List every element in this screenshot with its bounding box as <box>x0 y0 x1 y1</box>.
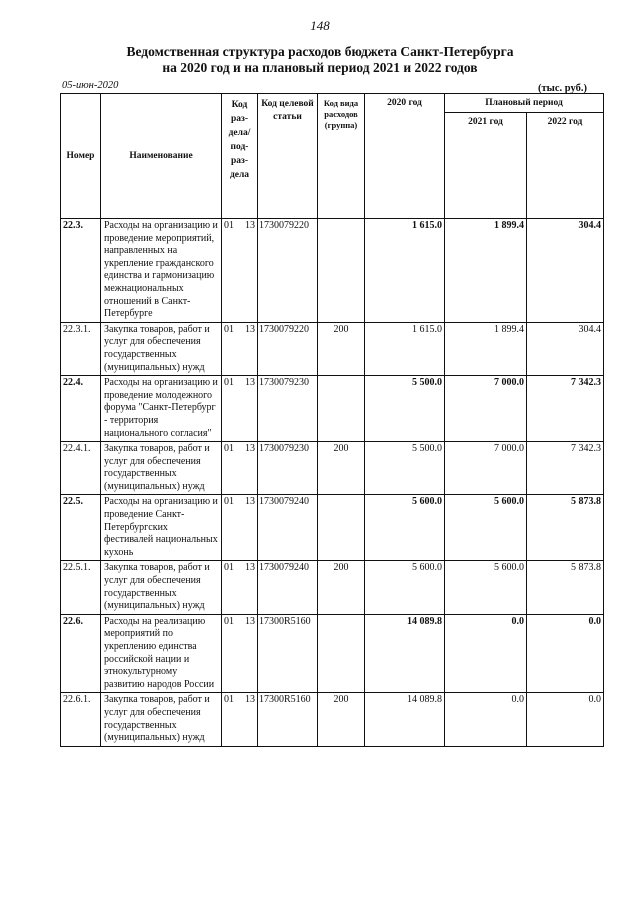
header-2022: 2022 год <box>527 113 604 219</box>
podrazdel-code: 13 <box>245 323 255 335</box>
row-target-code: 1730079240 <box>258 495 318 561</box>
razdel-code: 01 <box>224 443 234 455</box>
row-amount-2021: 5 600.0 <box>445 561 527 614</box>
row-razdel <box>222 561 258 614</box>
row-target-code: 1730079220 <box>258 322 318 375</box>
row-amount-2020: 5 600.0 <box>365 561 445 614</box>
row-amount-2020: 1 615.0 <box>365 322 445 375</box>
razdel-code: 01 <box>224 615 234 627</box>
row-expense-type: 200 <box>318 442 365 495</box>
row-target-code: 1730079220 <box>258 219 318 323</box>
row-amount-2020: 5 500.0 <box>365 376 445 442</box>
podrazdel-code: 13 <box>245 694 255 706</box>
row-amount-2021: 1 899.4 <box>445 322 527 375</box>
row-number: 22.3. <box>61 219 101 323</box>
header-name: Наименование <box>101 94 222 219</box>
row-name: Закупка товаров, работ и услуг для обеспечения государственных (муниципальных) нужд <box>101 442 222 495</box>
row-name: Закупка товаров, работ и услуг для обеспечения государственных (муниципальных) нужд <box>101 693 222 746</box>
row-target-code: 17300R5160 <box>258 693 318 746</box>
row-amount-2022: 304.4 <box>527 322 604 375</box>
row-razdel <box>222 322 258 375</box>
table-row <box>61 561 604 614</box>
row-number: 22.6. <box>61 614 101 693</box>
row-amount-2021: 0.0 <box>445 693 527 746</box>
row-razdel <box>222 376 258 442</box>
row-expense-type: 200 <box>318 561 365 614</box>
document-date: 05-июн-2020 <box>62 80 119 91</box>
row-name: Расходы на реализацию мероприятий по укреплению единства российской нации и этнокультурному развитию народов России <box>101 614 222 693</box>
razdel-code: 01 <box>224 562 234 574</box>
units-label: (тыс. руб.) <box>538 83 587 94</box>
row-target-code: 1730079240 <box>258 561 318 614</box>
header-number: Номер <box>61 94 101 219</box>
row-number: 22.5. <box>61 495 101 561</box>
row-razdel <box>222 219 258 323</box>
row-target-code: 1730079230 <box>258 442 318 495</box>
row-amount-2020: 1 615.0 <box>365 219 445 323</box>
row-name: Расходы на организацию и проведение Санкт-Петербургских фестивалей национальных кухонь <box>101 495 222 561</box>
table-row <box>61 495 604 561</box>
table-row <box>61 614 604 693</box>
row-amount-2022: 7 342.3 <box>527 442 604 495</box>
row-expense-type: 200 <box>318 693 365 746</box>
row-number: 22.4.1. <box>61 442 101 495</box>
razdel-code: 01 <box>224 323 234 335</box>
row-amount-2021: 5 600.0 <box>445 495 527 561</box>
row-amount-2022: 7 342.3 <box>527 376 604 442</box>
row-target-code: 17300R5160 <box>258 614 318 693</box>
row-amount-2020: 5 500.0 <box>365 442 445 495</box>
title-line-2: на 2020 год и на плановый период 2021 и 2022 годов <box>162 60 478 75</box>
table-row <box>61 442 604 495</box>
row-number: 22.6.1. <box>61 693 101 746</box>
table-body <box>61 219 604 747</box>
table-row <box>61 219 604 323</box>
row-razdel <box>222 614 258 693</box>
header-razdel: Код раз-дела/ под-раз-дела <box>222 94 258 219</box>
podrazdel-code: 13 <box>245 443 255 455</box>
row-expense-type <box>318 376 365 442</box>
row-amount-2021: 0.0 <box>445 614 527 693</box>
podrazdel-code: 13 <box>245 615 255 627</box>
budget-table <box>60 93 604 747</box>
header-2021: 2021 год <box>445 113 527 219</box>
header-vr: Код вида расходов (группа) <box>318 94 365 219</box>
row-number: 22.4. <box>61 376 101 442</box>
page-number: 148 <box>310 18 330 33</box>
razdel-code: 01 <box>224 220 234 231</box>
row-razdel <box>222 442 258 495</box>
razdel-code: 01 <box>224 377 234 389</box>
row-amount-2022: 0.0 <box>527 693 604 746</box>
row-razdel <box>222 495 258 561</box>
row-amount-2022: 5 873.8 <box>527 495 604 561</box>
podrazdel-code: 13 <box>245 496 255 508</box>
row-amount-2022: 0.0 <box>527 614 604 693</box>
header-2020: 2020 год <box>365 94 445 219</box>
header-plan-period: Плановый период <box>445 94 604 113</box>
podrazdel-code: 13 <box>245 377 255 389</box>
table-row <box>61 322 604 375</box>
row-expense-type: 200 <box>318 322 365 375</box>
row-amount-2020: 14 089.8 <box>365 693 445 746</box>
row-amount-2022: 304.4 <box>527 219 604 323</box>
row-number: 22.5.1. <box>61 561 101 614</box>
row-number: 22.3.1. <box>61 322 101 375</box>
row-amount-2021: 1 899.4 <box>445 219 527 323</box>
row-amount-2020: 14 089.8 <box>365 614 445 693</box>
row-name: Расходы на организацию и проведение молодежного форума "Санкт-Петербург - территория национального согласия" <box>101 376 222 442</box>
podrazdel-code: 13 <box>245 220 255 231</box>
table-row <box>61 376 604 442</box>
razdel-code: 01 <box>224 694 234 706</box>
row-expense-type <box>318 219 365 323</box>
podrazdel-code: 13 <box>245 562 255 574</box>
table-row <box>61 693 604 746</box>
document-title <box>0 44 640 76</box>
row-name: Расходы на организацию и проведение мероприятий, направленных на укрепление гражданского единства и гармонизацию межнациональных отношений в Санкт-Петербурге <box>101 219 222 323</box>
row-amount-2020: 5 600.0 <box>365 495 445 561</box>
title-line-1: Ведомственная структура расходов бюджета Санкт-Петербурга <box>126 44 514 59</box>
razdel-code: 01 <box>224 496 234 508</box>
row-amount-2021: 7 000.0 <box>445 376 527 442</box>
row-razdel <box>222 693 258 746</box>
row-name: Закупка товаров, работ и услуг для обеспечения государственных (муниципальных) нужд <box>101 322 222 375</box>
row-name: Закупка товаров, работ и услуг для обеспечения государственных (муниципальных) нужд <box>101 561 222 614</box>
row-expense-type <box>318 614 365 693</box>
row-amount-2022: 5 873.8 <box>527 561 604 614</box>
row-expense-type <box>318 495 365 561</box>
header-cs: Код целевой статьи <box>258 94 318 219</box>
row-target-code: 1730079230 <box>258 376 318 442</box>
row-amount-2021: 7 000.0 <box>445 442 527 495</box>
